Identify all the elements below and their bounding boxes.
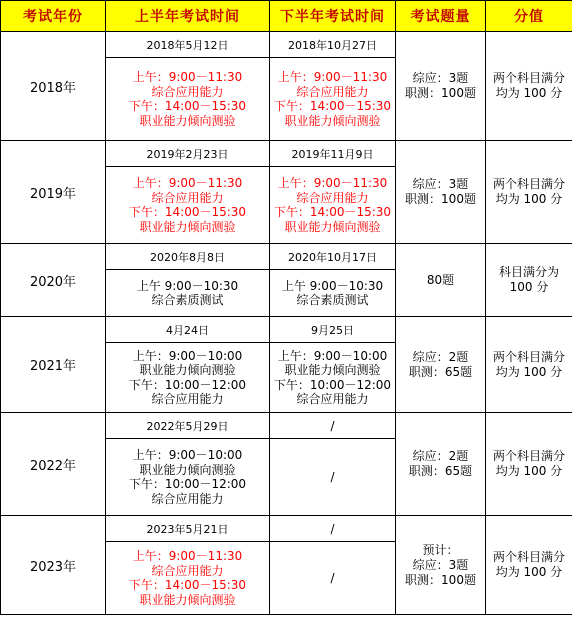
first-half-schedule <box>106 439 270 516</box>
score-line: 均为 100 分 <box>495 192 563 206</box>
question-count-line: 综应：3题 <box>412 557 469 572</box>
schedule-line: 综合素质测试 <box>151 293 224 307</box>
score-line: 科目满分为 <box>498 265 559 279</box>
first-half-date: 2019年2月23日 <box>106 141 270 167</box>
question-count-cell <box>396 141 486 244</box>
schedule-line: 上午：9:00－11:30 <box>132 176 243 190</box>
schedule-line: 下午：10:00－12:00 <box>273 377 392 392</box>
first-half-schedule <box>106 542 270 615</box>
schedule-line: / <box>330 570 335 585</box>
score-line: 均为 100 分 <box>495 364 563 379</box>
schedule-line: / <box>330 469 335 484</box>
first-half-schedule <box>106 58 270 141</box>
schedule-line: 综合应用能力 <box>151 84 224 99</box>
schedule-line: 下午：10:00－12:00 <box>128 377 247 392</box>
question-count-cell <box>396 413 486 516</box>
year-cell: 2023年 <box>1 516 106 615</box>
second-half-date: 2018年10月27日 <box>270 32 396 58</box>
score-line: 两个科目满分 <box>492 550 565 564</box>
schedule-line: 综合素质测试 <box>296 293 369 307</box>
question-count-line: 职测：100题 <box>405 192 476 206</box>
score-cell <box>486 244 572 317</box>
second-half-date: 9月25日 <box>270 317 396 343</box>
table-row <box>1 516 572 542</box>
first-half-date: 2020年8月8日 <box>106 244 270 270</box>
schedule-line: 综合应用能力 <box>296 392 369 406</box>
score-line: 两个科目满分 <box>492 349 565 364</box>
score-line: 两个科目满分 <box>492 177 565 191</box>
question-count-line: 预计： <box>422 542 459 557</box>
schedule-line: 上午 9:00－10:30 <box>136 278 239 293</box>
table-row <box>1 32 572 58</box>
second-half-schedule <box>270 542 396 615</box>
schedule-line: 下午：14:00－15:30 <box>128 205 247 219</box>
question-count-cell <box>396 317 486 413</box>
first-half-date: 2023年5月21日 <box>106 516 270 542</box>
schedule-line: 综合应用能力 <box>151 491 224 506</box>
score-cell <box>486 413 572 516</box>
schedule-line: 综合应用能力 <box>296 84 369 99</box>
header-question-count: 考试题量 <box>396 1 486 32</box>
schedule-line: 下午：14:00－15:30 <box>273 99 392 113</box>
first-half-schedule <box>106 270 270 317</box>
question-count-line: 80题 <box>426 272 455 287</box>
score-cell <box>486 317 572 413</box>
schedule-line: 下午：14:00－15:30 <box>128 578 247 592</box>
first-half-schedule <box>106 343 270 413</box>
second-half-schedule <box>270 439 396 516</box>
question-count-line: 职测：65题 <box>408 464 473 478</box>
header-year: 考试年份 <box>1 1 106 32</box>
year-cell: 2022年 <box>1 413 106 516</box>
first-half-schedule <box>106 167 270 244</box>
second-half-schedule <box>270 58 396 141</box>
schedule-line: 综合应用能力 <box>296 190 369 205</box>
table-row <box>1 413 572 439</box>
schedule-line: 上午：9:00－10:00 <box>132 348 243 363</box>
question-count-line: 职测：100题 <box>405 86 476 100</box>
schedule-line: 职业能力倾向测验 <box>284 363 381 377</box>
schedule-line: 职业能力倾向测验 <box>284 113 381 128</box>
year-cell: 2018年 <box>1 32 106 141</box>
schedule-line: 职业能力倾向测验 <box>139 363 236 377</box>
schedule-line: 上午 9:00－10:30 <box>281 278 384 293</box>
score-cell <box>486 516 572 615</box>
schedule-line: 上午：9:00－10:00 <box>132 448 243 462</box>
header-row <box>1 1 572 32</box>
header-first-half: 上半年考试时间 <box>106 1 270 32</box>
schedule-line: 上午：9:00－11:30 <box>132 549 243 563</box>
score-line: 两个科目满分 <box>492 71 565 85</box>
year-cell: 2019年 <box>1 141 106 244</box>
second-half-schedule <box>270 167 396 244</box>
year-cell: 2020年 <box>1 244 106 317</box>
schedule-line: 职业能力倾向测验 <box>139 462 236 477</box>
schedule-line: 下午：14:00－15:30 <box>273 205 392 219</box>
question-count-line: 综应：2题 <box>412 349 469 364</box>
second-half-date: 2019年11月9日 <box>270 141 396 167</box>
schedule-line: 上午：9:00－11:30 <box>277 176 388 190</box>
schedule-line: 上午：9:00－11:30 <box>132 70 243 84</box>
year-cell: 2021年 <box>1 317 106 413</box>
question-count-cell <box>396 244 486 317</box>
schedule-line: 职业能力倾向测验 <box>139 113 236 128</box>
score-line: 两个科目满分 <box>492 449 565 463</box>
table-row <box>1 141 572 167</box>
score-line: 100 分 <box>509 280 549 294</box>
first-half-date: 2022年5月29日 <box>106 413 270 439</box>
score-line: 均为 100 分 <box>495 565 563 579</box>
schedule-line: 下午：14:00－15:30 <box>128 99 247 113</box>
question-count-cell <box>396 32 486 141</box>
question-count-line: 综应：3题 <box>412 71 469 85</box>
schedule-line: 综合应用能力 <box>151 190 224 205</box>
schedule-line: 上午：9:00－10:00 <box>277 348 388 363</box>
question-count-line: 职测：100题 <box>405 572 476 587</box>
schedule-line: 综合应用能力 <box>151 392 224 406</box>
score-line: 均为 100 分 <box>495 464 563 478</box>
score-line: 均为 100 分 <box>495 86 563 100</box>
score-cell <box>486 141 572 244</box>
second-half-date: / <box>270 413 396 439</box>
schedule-line: 职业能力倾向测验 <box>139 592 236 607</box>
second-half-schedule <box>270 270 396 317</box>
question-count-cell <box>396 516 486 615</box>
second-half-date: / <box>270 516 396 542</box>
schedule-line: 职业能力倾向测验 <box>284 219 381 234</box>
first-half-date: 4月24日 <box>106 317 270 343</box>
header-score: 分值 <box>486 1 572 32</box>
table-row <box>1 244 572 270</box>
schedule-line: 综合应用能力 <box>151 563 224 578</box>
second-half-date: 2020年10月17日 <box>270 244 396 270</box>
question-count-line: 综应：2题 <box>412 449 469 463</box>
table-row <box>1 317 572 343</box>
second-half-schedule <box>270 343 396 413</box>
schedule-line: 下午：10:00－12:00 <box>128 477 247 491</box>
question-count-line: 综应：3题 <box>412 177 469 191</box>
question-count-line: 职测：65题 <box>408 364 473 379</box>
header-second-half: 下半年考试时间 <box>270 1 396 32</box>
schedule-line: 上午：9:00－11:30 <box>277 70 388 84</box>
schedule-line: 职业能力倾向测验 <box>139 219 236 234</box>
score-cell <box>486 32 572 141</box>
first-half-date: 2018年5月12日 <box>106 32 270 58</box>
